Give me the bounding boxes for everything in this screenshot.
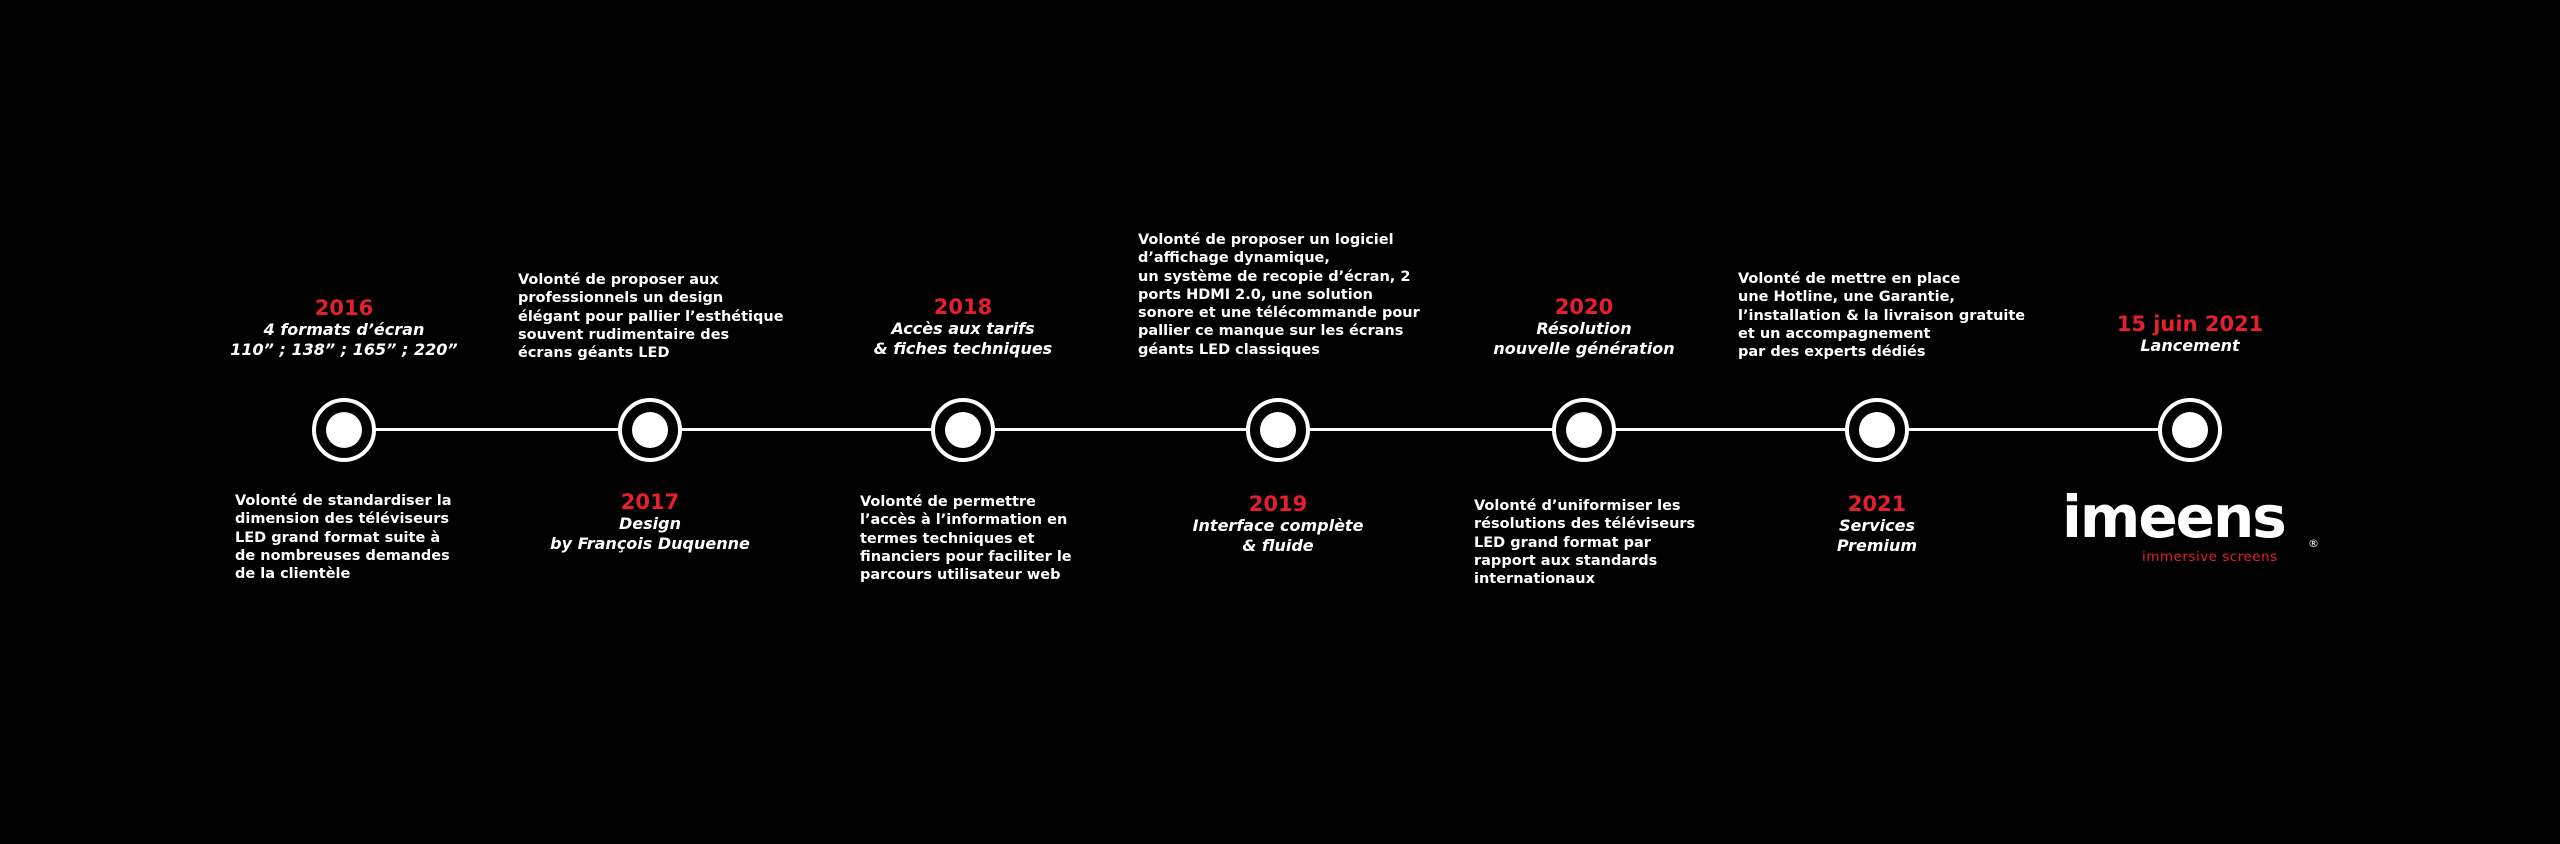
milestone-2017-description: Volonté de proposer aux professionnels un design élégant pour pallier l’esthétique souvent rudimentaire des écrans géants LED <box>518 272 784 362</box>
milestone-2021-description: Volonté de mettre en place une Hotline, une Garantie, l’installation & la livraison gratuite et un accompagnement par des experts dédiés <box>1738 271 2026 361</box>
milestone-subtitle: nouvelle génération <box>1493 339 1675 358</box>
milestone-subtitle: Lancement <box>2140 336 2240 355</box>
registered-mark: ® <box>2308 537 2319 550</box>
milestone-subtitle: & fiches techniques <box>873 339 1053 358</box>
milestone-subtitle: Premium <box>1836 536 1918 555</box>
node-dot <box>1260 412 1296 448</box>
logo-wordmark: imeens <box>2062 483 2285 551</box>
milestone-subtitle: Design <box>619 514 681 533</box>
milestone-subtitle: Interface complète <box>1192 516 1364 535</box>
timeline-node-2020 <box>1552 398 1616 462</box>
milestone-year: 2021 <box>1847 492 1907 516</box>
milestone-year: 2019 <box>1248 492 1308 516</box>
node-dot <box>326 412 362 448</box>
imeens-logo <box>2062 483 2322 566</box>
milestone-subtitle: 110” ; 138” ; 165” ; 220” <box>230 340 458 359</box>
milestone-subtitle: Accès aux tarifs <box>891 319 1035 338</box>
node-dot <box>1566 412 1602 448</box>
timeline-node-2017 <box>618 398 682 462</box>
milestone-subtitle: by François Duquenne <box>550 534 750 553</box>
timeline-node-launch <box>2158 398 2222 462</box>
milestone-launch-title <box>2117 312 2264 356</box>
logo-tagline: immersive screens <box>2142 549 2278 565</box>
milestone-subtitle: & fluide <box>1242 536 1314 555</box>
milestone-2020-description: Volonté d’uniformiser les résolutions des téléviseurs LED grand format par rapport aux standards internationaux <box>1474 498 1696 588</box>
milestone-year: 2017 <box>620 490 680 514</box>
milestone-subtitle: 4 formats d’écran <box>263 320 425 339</box>
milestone-2021-title <box>1837 492 1917 556</box>
timeline-node-2016 <box>312 398 376 462</box>
node-dot <box>2172 412 2208 448</box>
node-dot <box>1859 412 1895 448</box>
milestone-2019-title <box>1193 492 1364 556</box>
milestone-2016-description: Volonté de standardiser la dimension des téléviseurs LED grand format suite à de nombreuses demandes de la clientèle <box>235 493 452 583</box>
milestone-year: 2018 <box>933 295 993 319</box>
milestone-subtitle: Services <box>1838 516 1916 535</box>
milestone-2018-description: Volonté de permettre l’accès à l’information en termes techniques et financiers pour faciliter le parcours utilisateur web <box>860 494 1072 584</box>
milestone-2016-title <box>230 296 457 360</box>
milestone-year: 2016 <box>314 296 374 320</box>
milestone-year: 15 juin 2021 <box>2116 312 2264 336</box>
milestone-subtitle: Résolution <box>1536 319 1632 338</box>
timeline-node-2018 <box>931 398 995 462</box>
timeline-node-2019 <box>1246 398 1310 462</box>
milestone-2020-title <box>1493 295 1674 359</box>
milestone-2019-description: Volonté de proposer un logiciel d’affichage dynamique, un système de recopie d’écran, 2 ports HDMI 2.0, une solution sonore et une télécommande pour pallier ce manque sur les écrans géants LED classiques <box>1138 232 1420 358</box>
timeline-node-2021 <box>1845 398 1909 462</box>
milestone-year: 2020 <box>1554 295 1614 319</box>
node-dot <box>632 412 668 448</box>
milestone-2017-title <box>550 490 750 554</box>
milestone-2018-title <box>874 295 1052 359</box>
node-dot <box>945 412 981 448</box>
